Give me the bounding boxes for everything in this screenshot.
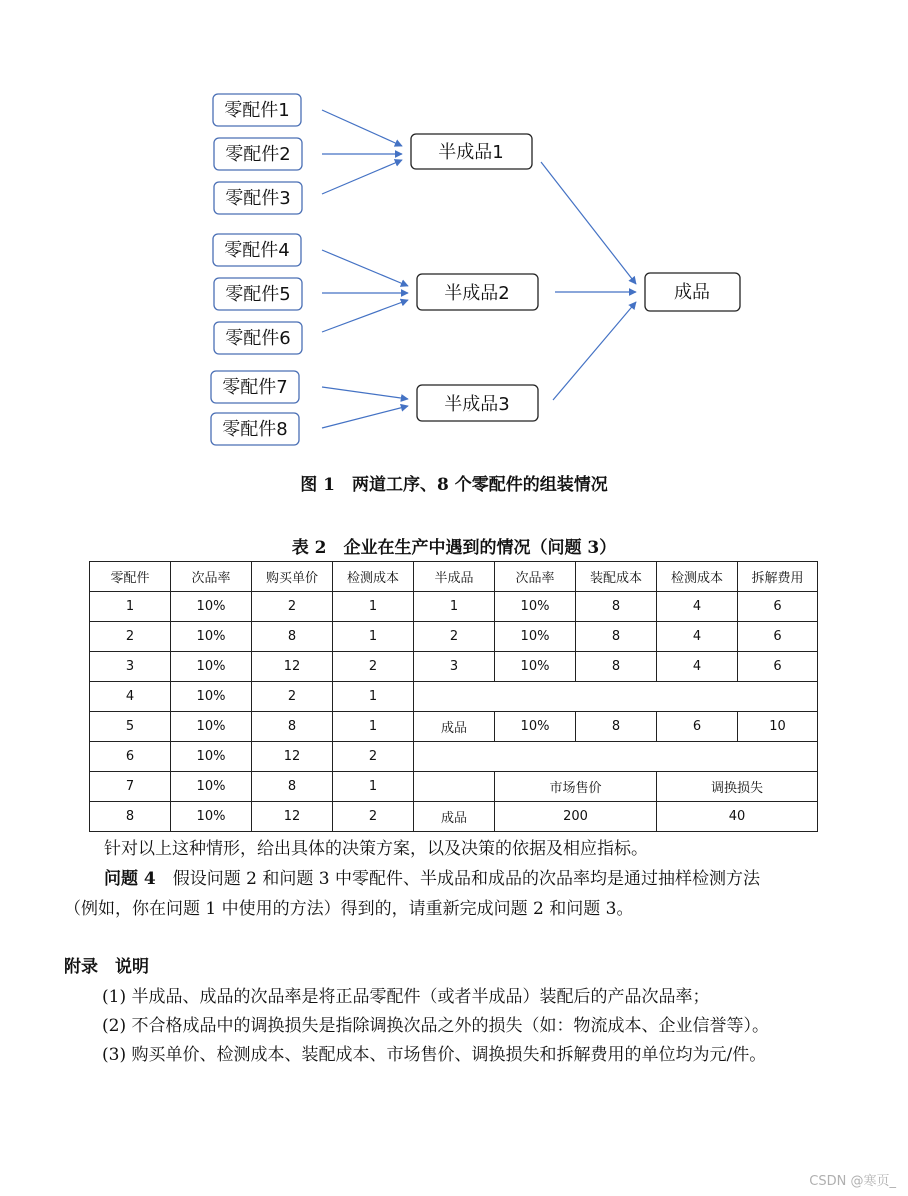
header-cell: 次品率 (171, 562, 252, 592)
table-cell: 10% (495, 592, 576, 622)
edge-part8-semi3 (322, 406, 408, 428)
part-label-5: 零配件5 (225, 284, 291, 305)
table-cell: 5 (90, 712, 171, 742)
table-cell: 4 (657, 652, 738, 682)
table-cell: 1 (333, 622, 414, 652)
question-4-line-1 (104, 865, 760, 893)
table-cell: 1 (333, 682, 414, 712)
edge-part6-semi2 (322, 300, 408, 332)
decision-paragraph: 针对以上这种情形，给出具体的决策方案，以及决策的依据及相应指标。 (104, 839, 648, 859)
table-cell: 6 (738, 592, 818, 622)
table-cell: 10% (495, 652, 576, 682)
header-cell: 零配件 (90, 562, 171, 592)
table-cell: 12 (252, 802, 333, 832)
table-cell: 10% (171, 772, 252, 802)
final-node (645, 273, 740, 311)
header-cell: 检测成本 (657, 562, 738, 592)
table-row (90, 622, 818, 652)
table-cell: 2 (90, 622, 171, 652)
assembly-diagram (0, 0, 908, 460)
table-cell: 10% (171, 802, 252, 832)
table-cell: 6 (90, 742, 171, 772)
part-label-7: 零配件7 (222, 377, 288, 398)
table-cell: 2 (252, 592, 333, 622)
table-cell: 6 (738, 652, 818, 682)
part-node-6 (214, 322, 302, 354)
table-cell: 4 (657, 622, 738, 652)
appendix-note-1: (1) 半成品、成品的次品率是将正品零配件（或者半成品）装配后的产品次品率； (102, 987, 710, 1007)
table-cell: 8 (576, 592, 657, 622)
table-cell: 2 (333, 652, 414, 682)
part-node-2 (214, 138, 302, 170)
semi-label-1: 半成品1 (438, 142, 504, 163)
table-row (90, 652, 818, 682)
table-cell: 12 (252, 742, 333, 772)
table-cell: 10% (495, 622, 576, 652)
table-cell: 6 (657, 712, 738, 742)
table-cell: 10% (495, 712, 576, 742)
table-row (90, 592, 818, 622)
table-caption: 表 2 企业在生产中遇到的情况（问题 3） (291, 538, 617, 558)
part-label-8: 零配件8 (222, 419, 288, 440)
table-empty-span (414, 682, 818, 712)
header-cell: 次品率 (495, 562, 576, 592)
question-4-label: 问题 4 (104, 869, 156, 889)
table-row (90, 742, 818, 772)
table-cell: 4 (657, 592, 738, 622)
table-cell: 1 (333, 592, 414, 622)
semi-node-3 (417, 385, 538, 421)
table-cell-market-price-header: 市场售价 (495, 772, 657, 802)
table-cell: 8 (576, 652, 657, 682)
table-cell: 10% (171, 712, 252, 742)
table-cell: 10 (738, 712, 818, 742)
table-empty-span (414, 742, 818, 772)
table-cell: 10% (171, 622, 252, 652)
table-cell: 1 (414, 592, 495, 622)
part-label-6: 零配件6 (225, 328, 291, 349)
table-cell: 1 (90, 592, 171, 622)
table-cell: 8 (90, 802, 171, 832)
edge-part4-semi2 (322, 250, 408, 286)
table-cell: 8 (252, 712, 333, 742)
part-node-8 (211, 413, 299, 445)
part-label-2: 零配件2 (225, 144, 291, 165)
table-cell: 2 (333, 802, 414, 832)
table-cell: 8 (576, 622, 657, 652)
table-cell: 2 (333, 742, 414, 772)
appendix-note-3: (3) 购买单价、检测成本、装配成本、市场售价、调换损失和拆解费用的单位均为元/件。 (102, 1045, 767, 1065)
table-cell: 10% (171, 742, 252, 772)
table-cell: 成品 (414, 712, 495, 742)
table-row (90, 712, 818, 742)
final-label: 成品 (674, 282, 710, 303)
table-cell: 8 (576, 712, 657, 742)
csdn-watermark: CSDN @寒页_ (809, 1174, 896, 1189)
header-cell: 购买单价 (252, 562, 333, 592)
part-node-4 (213, 234, 301, 266)
table-cell-exchange-loss-header: 调换损失 (657, 772, 818, 802)
edge-semi3-final (553, 302, 636, 400)
table-row (90, 772, 818, 802)
question-4-line-2: （例如，你在问题 1 中使用的方法）得到的，请重新完成问题 2 和问题 3。 (64, 899, 634, 919)
table-cell: 12 (252, 652, 333, 682)
table-cell: 2 (414, 622, 495, 652)
decision-table (89, 561, 818, 832)
table-cell (414, 772, 495, 802)
table-cell: 8 (252, 622, 333, 652)
table-row (90, 682, 818, 712)
table-row (90, 802, 818, 832)
table-cell: 1 (333, 772, 414, 802)
table-cell: 4 (90, 682, 171, 712)
semi-label-3: 半成品3 (444, 394, 510, 415)
part-label-3: 零配件3 (225, 188, 291, 209)
semi-node-1 (411, 134, 532, 169)
table-cell: 6 (738, 622, 818, 652)
table-cell-market-price: 200 (495, 802, 657, 832)
table-cell: 10% (171, 652, 252, 682)
header-cell: 拆解费用 (738, 562, 818, 592)
table-cell-exchange-loss: 40 (657, 802, 818, 832)
part-node-3 (214, 182, 302, 214)
part-label-1: 零配件1 (224, 100, 290, 121)
table-cell: 7 (90, 772, 171, 802)
part-node-5 (214, 278, 302, 310)
table-cell: 10% (171, 592, 252, 622)
table-cell: 2 (252, 682, 333, 712)
header-cell: 装配成本 (576, 562, 657, 592)
header-cell: 检测成本 (333, 562, 414, 592)
table-cell: 3 (414, 652, 495, 682)
table-cell: 1 (333, 712, 414, 742)
part-node-7 (211, 371, 299, 403)
edge-semi1-final (541, 162, 636, 284)
edge-part7-semi3 (322, 387, 408, 399)
edge-part3-semi1 (322, 160, 402, 194)
question-4-text: 假设问题 2 和问题 3 中零配件、半成品和成品的次品率均是通过抽样检测方法 (155, 869, 760, 889)
semi-node-2 (417, 274, 538, 310)
part-label-4: 零配件4 (224, 240, 290, 261)
semi-label-2: 半成品2 (444, 283, 510, 304)
table-cell: 8 (252, 772, 333, 802)
header-cell: 半成品 (414, 562, 495, 592)
appendix-title: 附录 说明 (64, 957, 149, 977)
part-node-1 (213, 94, 301, 126)
edge-part1-semi1 (322, 110, 402, 146)
table-cell: 3 (90, 652, 171, 682)
table-header-row (90, 562, 818, 592)
appendix-note-2: (2) 不合格成品中的调换损失是指除调换次品之外的损失（如：物流成本、企业信誉等）。 (102, 1016, 769, 1036)
table-cell: 成品 (414, 802, 495, 832)
table-cell: 10% (171, 682, 252, 712)
figure-caption: 图 1 两道工序、8 个零配件的组装情况 (300, 475, 608, 495)
